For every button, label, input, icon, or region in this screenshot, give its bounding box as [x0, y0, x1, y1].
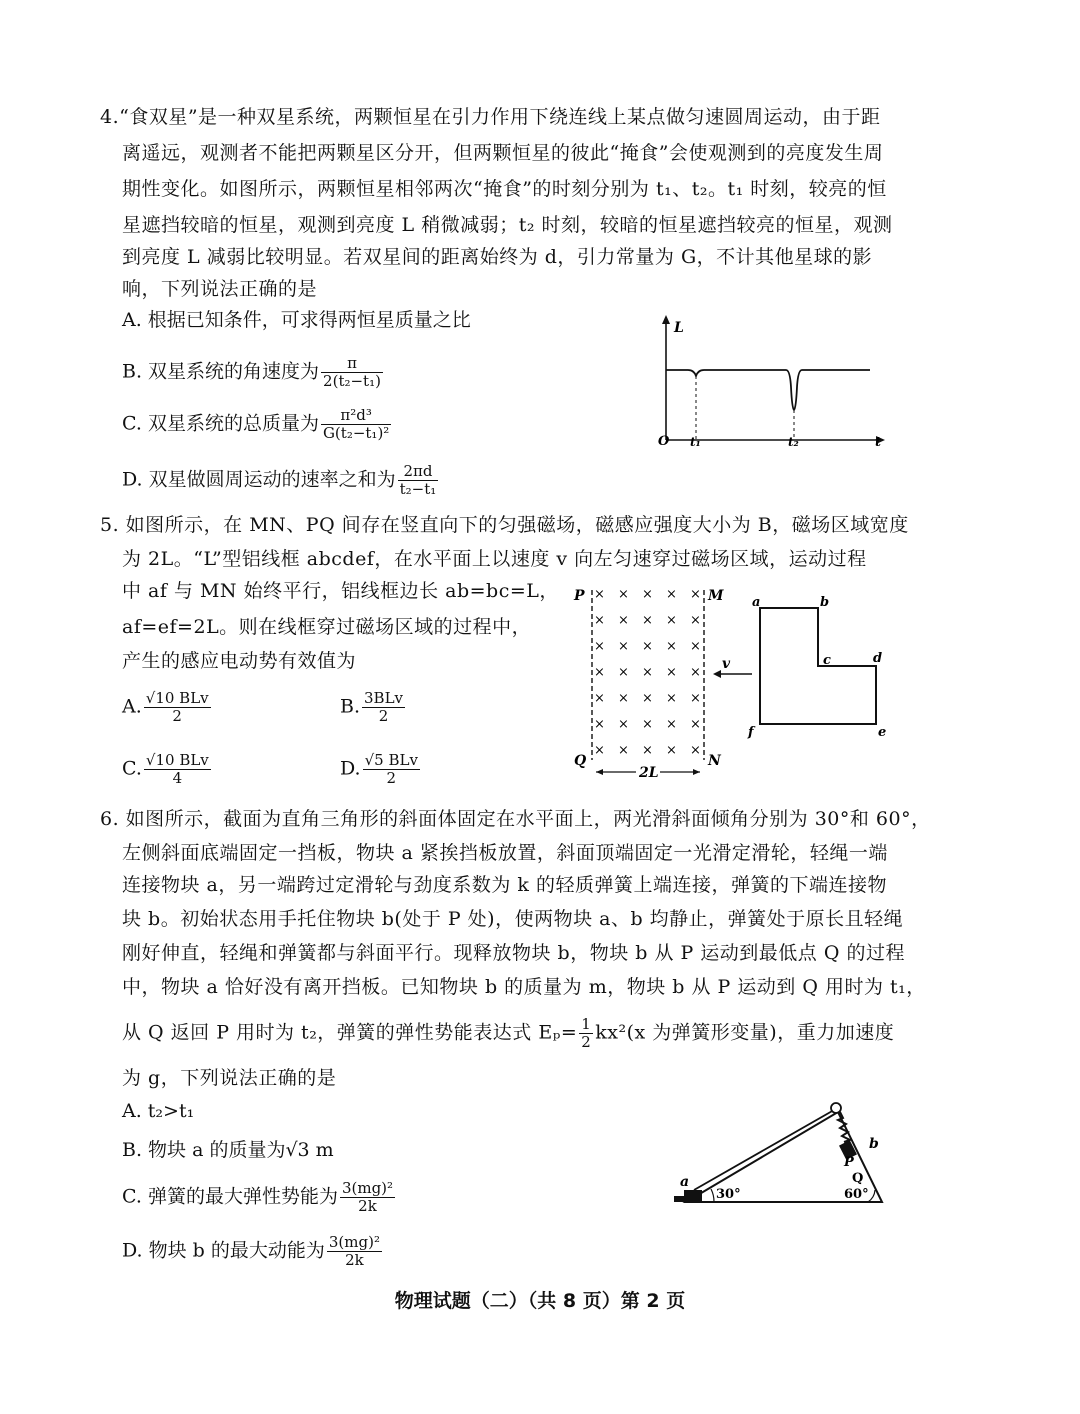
- q5-option-a: [122, 690, 213, 725]
- fraction-numerator: π²d³: [340, 406, 372, 424]
- field-cross: ×: [666, 665, 677, 680]
- q6-line-7: [122, 1016, 894, 1051]
- vertex-e: e: [878, 725, 887, 740]
- field-cross: ×: [666, 717, 677, 732]
- fraction-numerator: √5 BLv: [364, 751, 418, 769]
- field-cross: ×: [618, 613, 629, 628]
- fraction-numerator: 1: [581, 1015, 592, 1033]
- field-cross: ×: [666, 743, 677, 758]
- q6-option-c: [122, 1180, 397, 1215]
- width-label: 2L: [639, 765, 659, 781]
- field-cross: ×: [594, 665, 605, 680]
- page-footer: 物理试题（二）（共 8 页）第 2 页: [394, 1290, 686, 1312]
- fraction-numerator: √10 BLv: [145, 751, 209, 769]
- q5-line-3: 中 af 与 MN 始终平行，铝线框边长 ab=bc=L，: [122, 580, 559, 602]
- fraction-denominator: 2: [581, 1033, 592, 1051]
- field-cross: ×: [642, 613, 653, 628]
- label-b: b: [869, 1136, 879, 1152]
- q5-option-b: [340, 690, 407, 725]
- label-m: M: [708, 588, 724, 604]
- vertex-f: f: [748, 725, 754, 740]
- q6-option-a: A. t₂>t₁: [122, 1100, 195, 1122]
- q6-option-d-fraction: [327, 1234, 382, 1269]
- field-cross: ×: [690, 587, 701, 602]
- field-cross: ×: [690, 665, 701, 680]
- y-axis-label: L: [674, 320, 684, 336]
- field-cross: ×: [642, 717, 653, 732]
- field-cross: ×: [594, 717, 605, 732]
- width-arrow-right: [693, 769, 700, 775]
- field-cross: ×: [594, 613, 605, 628]
- q4-line-6: 响，下列说法正确的是: [122, 278, 318, 300]
- field-cross: ×: [594, 691, 605, 706]
- q5-line-1: 5. 如图所示，在 MN、PQ 间存在竖直向下的匀强磁场，磁感应强度大小为 B，磁场区域宽度: [100, 514, 909, 536]
- label-angle-60: 60°: [844, 1187, 869, 1202]
- field-cross: ×: [618, 665, 629, 680]
- q5-option-c-letter: C.: [122, 757, 142, 780]
- label-angle-30: 30°: [716, 1187, 741, 1202]
- vertex-b: b: [820, 595, 830, 610]
- field-cross: ×: [666, 587, 677, 602]
- q5-option-a-letter: A.: [122, 695, 142, 718]
- q5-option-d-letter: D.: [340, 757, 361, 780]
- q4-option-c: [122, 407, 393, 442]
- field-cross: ×: [618, 639, 629, 654]
- q4-line-1: 4.“食双星”是一种双星系统，两颗恒星在引力作用下绕连线上某点做匀速圆周运动，由于距: [100, 106, 881, 128]
- velocity-arrow-head: [713, 670, 721, 678]
- fraction-numerator: π: [347, 354, 357, 372]
- q6-line-1: 6. 如图所示，截面为直角三角形的斜面体固定在水平面上，两光滑斜面倾角分别为 30°和 60°，: [100, 808, 931, 830]
- fraction-denominator: 2(t₂−t₁): [323, 372, 381, 390]
- fraction-denominator: 2: [363, 769, 420, 787]
- q4-option-c-text: C. 双星系统的总质量为: [122, 412, 319, 435]
- q6-line-7-fraction: [579, 1016, 593, 1051]
- field-cross: ×: [642, 639, 653, 654]
- vertex-c: c: [823, 653, 831, 668]
- brightness-curve: [666, 370, 870, 410]
- q6-incline-figure: [672, 1098, 894, 1210]
- q5-option-b-letter: B.: [340, 695, 361, 718]
- y-axis-arrow: [662, 315, 670, 324]
- q6-option-b: B. 物块 a 的质量为√3 m: [122, 1139, 334, 1161]
- vertex-d: d: [873, 651, 883, 666]
- t2-label: t₂: [788, 435, 799, 449]
- field-cross: ×: [690, 717, 701, 732]
- light-rope: [694, 1110, 834, 1190]
- field-cross: ×: [618, 717, 629, 732]
- q5-magnetic-field-figure: [570, 582, 900, 782]
- velocity-label: v: [722, 656, 731, 672]
- origin-label: O: [658, 434, 670, 449]
- field-cross: ×: [642, 743, 653, 758]
- field-cross: ×: [666, 691, 677, 706]
- q5-option-b-fraction: [362, 690, 405, 725]
- q6-option-c-fraction: [340, 1180, 395, 1215]
- q6-line-6: 中，物块 a 恰好没有离开挡板。已知物块 b 的质量为 m，物块 b 从 P 运动到 Q 用时为 t₁，: [122, 976, 926, 998]
- block-a: [684, 1190, 702, 1202]
- q6-line-4: 块 b。初始状态用手托住物块 b(处于 P 处)，使两物块 a、b 均静止，弹簧处于原长且轻绳: [122, 908, 904, 930]
- q6-line-2: 左侧斜面底端固定一挡板，物块 a 紧挨挡板放置，斜面顶端固定一光滑定滑轮，轻绳一端: [122, 842, 888, 864]
- label-p: P: [574, 588, 585, 604]
- q5-option-c-fraction: [144, 752, 211, 787]
- q5-option-d: [340, 752, 422, 787]
- q5-option-a-fraction: [144, 690, 211, 725]
- baffle-plate: [674, 1196, 684, 1202]
- field-cross: ×: [690, 691, 701, 706]
- q4-option-b-fraction: [321, 355, 383, 390]
- field-cross: ×: [642, 587, 653, 602]
- l-shaped-wire-frame: [760, 608, 876, 724]
- q4-option-d: [122, 463, 440, 498]
- field-cross: ×: [642, 691, 653, 706]
- field-cross: ×: [642, 665, 653, 680]
- q6-line-7-start: 从 Q 返回 P 用时为 t₂，弹簧的弹性势能表达式 Eₚ=: [122, 1021, 578, 1044]
- field-cross: ×: [594, 587, 605, 602]
- q4-option-d-fraction: [398, 463, 439, 498]
- fraction-denominator: t₂−t₁: [399, 480, 437, 498]
- q5-line-4: af=ef=2L。则在线框穿过磁场区域的过程中，: [122, 616, 532, 638]
- q4-option-a: A. 根据已知条件，可求得两恒星质量之比: [122, 309, 471, 331]
- q6-line-3: 连接物块 a，另一端跨过定滑轮与劲度系数为 k 的轻质弹簧上端连接，弹簧的下端连接物: [122, 874, 887, 896]
- fraction-denominator: 2: [362, 707, 405, 725]
- width-arrow-left: [596, 769, 603, 775]
- q4-option-d-text: D. 双星做圆周运动的速率之和为: [122, 468, 396, 491]
- q4-option-b-text: B. 双星系统的角速度为: [122, 360, 320, 383]
- q6-line-5: 刚好伸直，轻绳和弹簧都与斜面平行。现释放物块 b，物块 b 从 P 运动到最低点 Q 的过程: [122, 942, 905, 964]
- fraction-numerator: √10 BLv: [145, 689, 209, 707]
- q6-option-c-text: C. 弹簧的最大弹性势能为: [122, 1185, 338, 1208]
- q4-brightness-graph: [650, 312, 890, 452]
- label-q: Q: [574, 753, 587, 769]
- q5-option-d-fraction: [363, 752, 420, 787]
- fraction-numerator: 3(mg)²: [328, 1233, 380, 1251]
- vertex-a: a: [752, 595, 761, 610]
- q6-option-d-text: D. 物块 b 的最大动能为: [122, 1239, 325, 1262]
- field-cross: ×: [618, 743, 629, 758]
- angle-arc-30: [711, 1189, 714, 1202]
- field-cross: ×: [690, 743, 701, 758]
- fraction-denominator: 4: [144, 769, 211, 787]
- q4-line-3: 期性变化。如图所示，两颗恒星相邻两次“掩食”的时刻分别为 t₁、t₂。t₁ 时刻，较亮的恒: [122, 178, 887, 200]
- q4-option-b: [122, 355, 385, 390]
- field-cross: ×: [690, 639, 701, 654]
- label-p: P: [844, 1155, 854, 1170]
- fraction-denominator: 2k: [327, 1251, 382, 1269]
- angle-arc-60: [868, 1190, 875, 1202]
- x-axis-label: t: [875, 435, 882, 450]
- field-cross: ×: [690, 613, 701, 628]
- label-a: a: [680, 1174, 690, 1190]
- field-cross: ×: [618, 691, 629, 706]
- field-cross: ×: [666, 639, 677, 654]
- magnetic-field-crosses: [594, 587, 701, 758]
- pulley: [831, 1103, 841, 1113]
- fraction-denominator: G(t₂−t₁)²: [322, 424, 390, 442]
- fraction-denominator: 2: [144, 707, 211, 725]
- field-cross: ×: [594, 639, 605, 654]
- field-cross: ×: [594, 743, 605, 758]
- t1-label: t₁: [690, 435, 701, 449]
- q4-line-4: 星遮挡较暗的恒星，观测到亮度 L 稍微减弱；t₂ 时刻，较暗的恒星遮挡较亮的恒星，观测: [122, 214, 893, 236]
- fraction-numerator: 3BLv: [364, 689, 404, 707]
- q6-option-d: [122, 1234, 384, 1269]
- fraction-numerator: 3(mg)²: [341, 1179, 394, 1197]
- q6-line-8: 为 g，下列说法正确的是: [122, 1067, 337, 1089]
- field-cross: ×: [618, 587, 629, 602]
- q5-line-5: 产生的感应电动势有效值为: [122, 650, 357, 672]
- label-q: Q: [852, 1171, 864, 1186]
- label-n: N: [708, 753, 721, 769]
- fraction-denominator: 2k: [340, 1197, 395, 1215]
- q4-line-2: 离遥远，观测者不能把两颗星区分开，但两颗恒星的彼此“掩食”会使观测到的亮度发生周: [122, 142, 884, 164]
- field-cross: ×: [666, 613, 677, 628]
- q5-option-c: [122, 752, 213, 787]
- q4-option-c-fraction: [321, 407, 391, 442]
- fraction-numerator: 2πd: [403, 462, 433, 480]
- q5-line-2: 为 2L。“L”型铝线框 abcdef，在水平面上以速度 v 向左匀速穿过磁场区域，运动过程: [122, 548, 867, 570]
- q4-line-5: 到亮度 L 减弱比较明显。若双星间的距离始终为 d，引力常量为 G，不计其他星球的影: [122, 246, 873, 268]
- q6-line-7-end: kx²(x 为弹簧形变量)，重力加速度: [595, 1021, 895, 1044]
